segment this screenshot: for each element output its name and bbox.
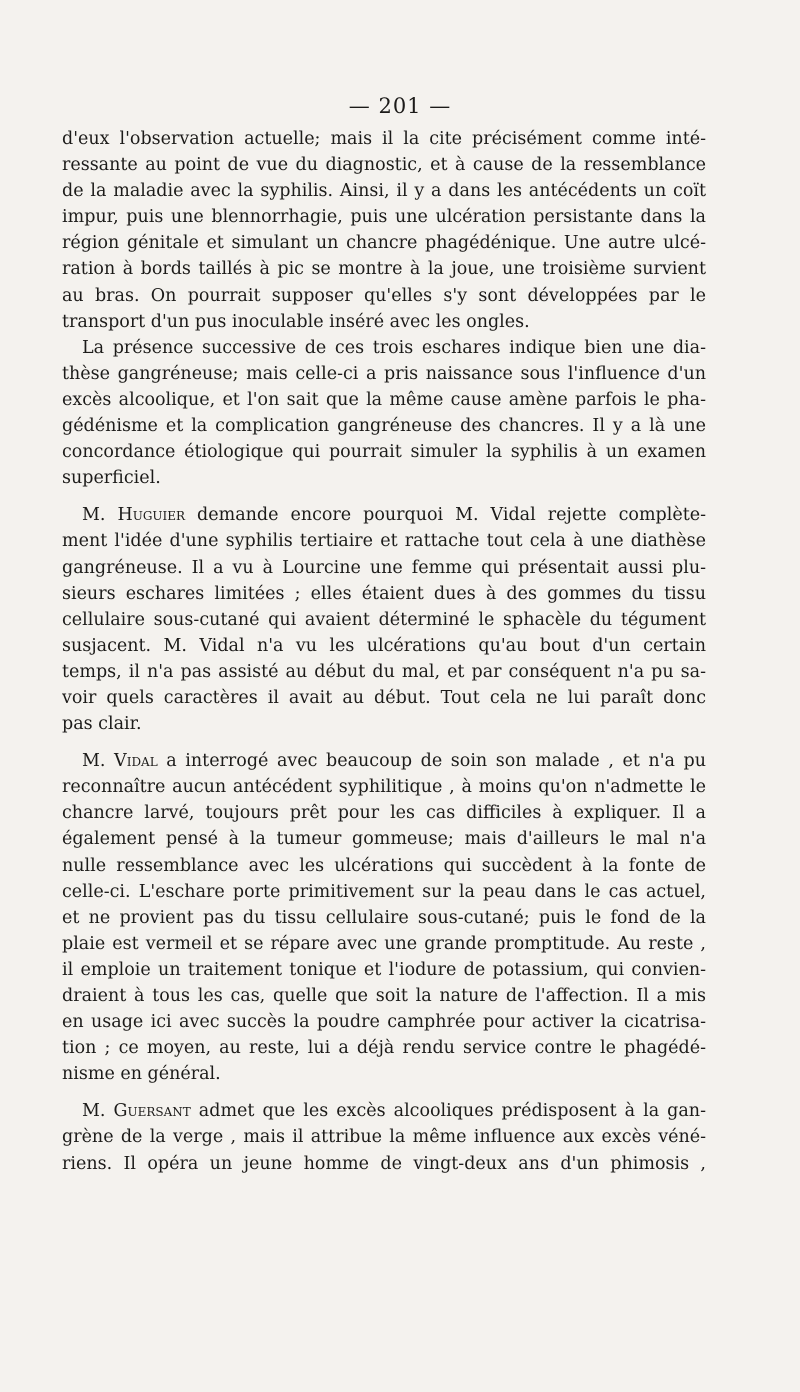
text-line: excès alcoolique, et l'on sait que la même cause amène parfois le pha- [62,389,706,410]
page-number: — 201 — [348,94,452,118]
text-line: celle-ci. L'eschare porte primitivement sur la peau dans le cas actuel, [62,881,706,902]
body-text [62,126,706,1177]
text-line: La présence successive de ces trois eschares indique bien une dia- [82,337,706,358]
paragraph-1 [62,126,706,335]
text-line: gédénisme et la complication gangréneuse des chancres. Il y a là une [62,416,706,437]
text-line: chancre larvé, toujours prêt pour les cas difficiles à expliquer. Il a [62,803,706,824]
text-line: M. Guersant admet que les excès alcooliques prédisposent à la gan- [82,1101,706,1122]
text-line: nulle ressemblance avec les ulcérations qui succèdent à la fonte de [62,855,706,876]
text-line: reconnaître aucun antécédent syphilitique , à moins qu'on n'admette le [62,777,706,798]
text-line: au bras. On pourrait supposer qu'elles s'y sont développées par le [62,285,706,306]
text-line: riens. Il opéra un jeune homme de vingt-deux ans d'un phimosis , [62,1153,706,1174]
text-line: M. Huguier demande encore pourquoi M. Vidal rejette complète- [82,505,706,526]
text-line: impur, puis une blennorrhagie, puis une ulcération persistante dans la [62,207,706,228]
text-line: ration à bords taillés à pic se montre à la joue, une troisième survient [62,259,706,280]
text-line: plaie est vermeil et se répare avec une grande promptitude. Au reste , [62,933,706,954]
text-line: sieurs eschares limitées ; elles étaient dues à des gommes du tissu [62,583,706,604]
text-line: voir quels caractères il avait au début. Tout cela ne lui paraît donc [62,687,706,708]
text-line: temps, il n'a pas assisté au début du mal, et par conséquent n'a pu sa- [62,661,706,682]
text-line: pas clair. [62,714,142,735]
text-line: en usage ici avec succès la poudre camphrée pour activer la cicatrisa- [62,1012,706,1033]
text-line: également pensé à la tumeur gommeuse; mais d'ailleurs le mal n'a [62,829,706,850]
text-line: concordance étiologique qui pourrait simuler la syphilis à un examen [62,442,706,463]
speaker-name: M. Vidal [82,751,158,772]
paragraph-2 [62,335,706,492]
text-line: ressante au point de vue du diagnostic, et à cause de la ressemblance [62,155,706,176]
text-line: gangréneuse. Il a vu à Lourcine une femme qui présentait aussi plu- [62,557,706,578]
text-line: nisme en général. [62,1064,221,1085]
speaker-name: M. Huguier [82,505,186,526]
paragraph-5 [62,1098,706,1176]
text-line: d'eux l'observation actuelle; mais il la cite précisément comme inté- [62,129,706,149]
text-line: susjacent. M. Vidal n'a vu les ulcérations qu'au bout d'un certain [62,635,706,656]
paragraph-4 [62,748,706,1087]
text-line: ment l'idée d'une syphilis tertiaire et rattache tout cela à une diathèse [62,531,706,552]
text-line: région génitale et simulant un chancre phagédénique. Une autre ulcé- [62,233,706,254]
text-line: draient à tous les cas, quelle que soit la nature de l'affection. Il a mis [62,986,706,1006]
text-line: M. Vidal a interrogé avec beaucoup de soin son malade , et n'a pu [82,751,706,772]
text-line: tion ; ce moyen, au reste, lui a déjà rendu service contre le phagédé- [62,1038,706,1059]
text-line: cellulaire sous-cutané qui avaient déterminé le sphacèle du tégument [62,609,706,630]
text-line: superficiel. [62,468,161,489]
text-line: de la maladie avec la syphilis. Ainsi, il y a dans les antécédents un coït [62,181,706,202]
paragraph-3 [62,502,706,737]
text-line: thèse gangréneuse; mais celle-ci a pris naissance sous l'influence d'un [62,363,706,384]
speaker-name: M. Guersant [82,1101,191,1122]
text-line: grène de la verge , mais il attribue la même influence aux excès véné- [62,1127,706,1148]
text-line: transport d'un pus inoculable inséré avec les ongles. [62,311,530,332]
text-line: et ne provient pas du tissu cellulaire sous-cutané; puis le fond de la [62,907,706,928]
text-line: il emploie un traitement tonique et l'iodure de potassium, qui convien- [62,959,706,980]
